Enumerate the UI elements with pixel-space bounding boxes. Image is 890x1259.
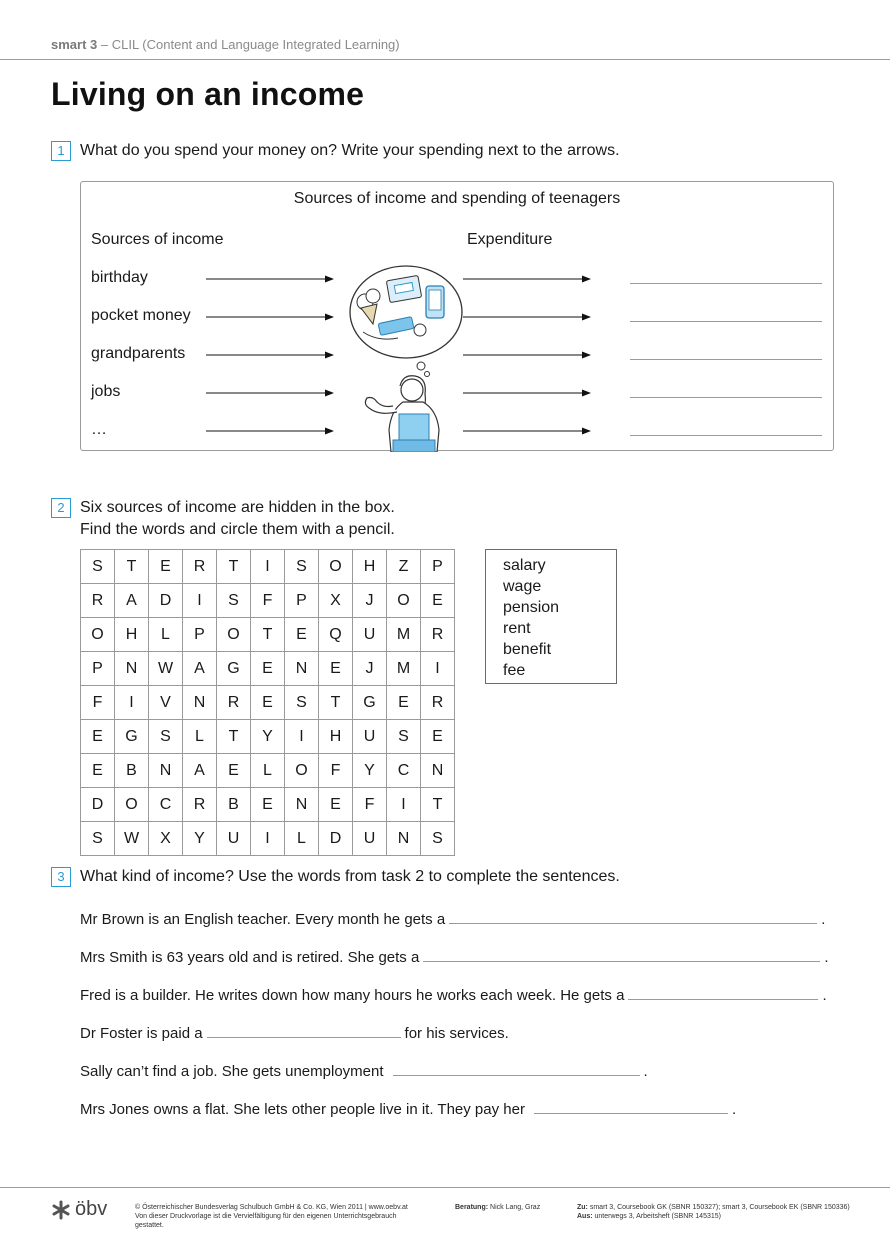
task-2-instruction <box>80 497 395 541</box>
aus-label: Aus: <box>577 1213 593 1220</box>
grid-row <box>81 720 455 754</box>
grid-cell[interactable]: W <box>115 822 149 856</box>
word-fee: fee <box>503 662 526 679</box>
grid-cell[interactable]: G <box>115 720 149 754</box>
grid-cell[interactable]: N <box>285 652 319 686</box>
grid-cell[interactable]: Q <box>319 618 353 652</box>
spending-answer-line[interactable] <box>630 435 822 436</box>
grid-cell[interactable]: T <box>319 686 353 720</box>
grid-cell[interactable]: I <box>251 822 285 856</box>
word-list-box <box>485 549 617 684</box>
grid-cell[interactable]: A <box>115 584 149 618</box>
grid-cell[interactable]: R <box>183 788 217 822</box>
grid-cell[interactable]: I <box>421 652 455 686</box>
aus-value: unterwegs 3, Arbeitsheft (SBNR 145315) <box>594 1213 721 1220</box>
publisher-logo <box>51 1198 107 1221</box>
sentence-period: . <box>643 1063 648 1080</box>
source-grandparents: grandparents <box>91 345 186 362</box>
source-jobs: jobs <box>91 383 121 400</box>
arrow-icon <box>206 274 334 284</box>
answer-line[interactable] <box>628 999 818 1000</box>
footer-divider <box>0 1187 890 1188</box>
sentence-1-text: Mr Brown is an English teacher. Every month he gets a <box>80 911 446 928</box>
grid-cell[interactable]: S <box>285 686 319 720</box>
task-2-number: 2 <box>51 498 71 518</box>
grid-cell[interactable]: G <box>353 686 387 720</box>
grid-cell[interactable]: Z <box>387 550 421 584</box>
sentence-2-text: Mrs Smith is 63 years old and is retired. She gets a <box>80 949 420 966</box>
word-wage: wage <box>503 578 542 595</box>
header-text <box>51 37 400 52</box>
sentence-2 <box>80 949 829 966</box>
grid-row <box>81 584 455 618</box>
grid-cell[interactable]: O <box>387 584 421 618</box>
book-name: smart 3 <box>51 37 98 52</box>
logo-text: öbv <box>75 1198 108 1220</box>
grid-cell[interactable]: F <box>251 584 285 618</box>
grid-cell[interactable]: T <box>115 550 149 584</box>
grid-cell[interactable]: D <box>81 788 115 822</box>
grid-cell[interactable]: T <box>251 618 285 652</box>
grid-cell[interactable]: E <box>251 686 285 720</box>
grid-cell[interactable]: P <box>81 652 115 686</box>
teenager-illustration <box>343 262 463 452</box>
grid-cell[interactable]: N <box>115 652 149 686</box>
grid-cell[interactable]: U <box>353 720 387 754</box>
arrow-icon <box>206 312 334 322</box>
answer-line[interactable] <box>393 1075 640 1076</box>
grid-row <box>81 754 455 788</box>
grid-cell[interactable]: B <box>217 788 251 822</box>
grid-row <box>81 686 455 720</box>
word-pension: pension <box>503 599 560 616</box>
arrow-icon <box>206 350 334 360</box>
star-icon <box>51 1200 71 1220</box>
grid-cell[interactable]: H <box>319 720 353 754</box>
grid-cell[interactable]: E <box>149 550 183 584</box>
spending-answer-line[interactable] <box>630 283 822 284</box>
grid-cell[interactable]: L <box>183 720 217 754</box>
grid-cell[interactable]: O <box>285 754 319 788</box>
grid-cell[interactable]: A <box>183 754 217 788</box>
grid-cell[interactable]: P <box>285 584 319 618</box>
grid-cell[interactable]: S <box>387 720 421 754</box>
grid-row <box>81 618 455 652</box>
grid-cell[interactable]: A <box>183 652 217 686</box>
grid-cell[interactable]: U <box>353 618 387 652</box>
grid-cell[interactable]: C <box>387 754 421 788</box>
grid-cell[interactable]: E <box>251 788 285 822</box>
grid-cell[interactable]: U <box>353 822 387 856</box>
sentence-5-text: Sally can’t find a job. She gets unemployment <box>80 1063 384 1080</box>
grid-cell[interactable]: M <box>387 618 421 652</box>
task-3-instruction: What kind of income? Use the words from task 2 to complete the sentences. <box>80 868 620 885</box>
grid-cell[interactable]: I <box>387 788 421 822</box>
source-birthday: birthday <box>91 269 148 286</box>
copyright-line-1: © Österreichischer Bundesverlag Schulbuch GmbH & Co. KG, Wien 2011 | www.oebv.at <box>135 1204 408 1211</box>
grid-row <box>81 788 455 822</box>
sentence-5 <box>80 1063 648 1080</box>
word-search-grid[interactable] <box>80 549 455 856</box>
arrow-icon <box>463 274 591 284</box>
grid-cell[interactable]: R <box>217 686 251 720</box>
grid-cell[interactable]: M <box>387 652 421 686</box>
task-3-number: 3 <box>51 867 71 887</box>
grid-row <box>81 652 455 686</box>
answer-line[interactable] <box>534 1113 728 1114</box>
answer-line[interactable] <box>423 961 820 962</box>
grid-cell[interactable]: T <box>217 720 251 754</box>
grid-cell[interactable]: S <box>149 720 183 754</box>
grid-cell[interactable]: P <box>183 618 217 652</box>
grid-cell[interactable]: R <box>421 686 455 720</box>
word-salary: salary <box>503 557 546 574</box>
answer-line[interactable] <box>207 1037 401 1038</box>
sentence-period: . <box>731 1101 737 1118</box>
grid-cell[interactable]: I <box>285 720 319 754</box>
grid-cell[interactable]: B <box>115 754 149 788</box>
copyright-note <box>135 1203 435 1230</box>
grid-cell[interactable]: R <box>81 584 115 618</box>
spending-answer-line[interactable] <box>630 359 822 360</box>
grid-cell[interactable]: S <box>285 550 319 584</box>
zu-value: smart 3, Coursebook GK (SBNR 150327); smart 3, Coursebook EK (SBNR 150336) <box>589 1204 850 1211</box>
grid-cell[interactable]: L <box>285 822 319 856</box>
grid-cell[interactable]: U <box>217 822 251 856</box>
grid-cell[interactable]: S <box>421 822 455 856</box>
grid-cell[interactable]: E <box>319 788 353 822</box>
grid-cell[interactable]: D <box>149 584 183 618</box>
spending-answer-line[interactable] <box>630 321 822 322</box>
grid-cell[interactable]: E <box>421 584 455 618</box>
grid-row <box>81 550 455 584</box>
zu-label: Zu: <box>577 1204 588 1211</box>
grid-cell[interactable]: C <box>149 788 183 822</box>
grid-cell[interactable]: O <box>81 618 115 652</box>
grid-cell[interactable]: E <box>217 754 251 788</box>
source-more: … <box>91 421 107 438</box>
grid-cell[interactable]: X <box>149 822 183 856</box>
spending-answer-line[interactable] <box>630 397 822 398</box>
grid-cell[interactable]: X <box>319 584 353 618</box>
grid-cell[interactable]: N <box>387 822 421 856</box>
source-pocket-money: pocket money <box>91 307 191 324</box>
grid-cell[interactable]: Y <box>353 754 387 788</box>
grid-cell[interactable]: S <box>81 550 115 584</box>
grid-cell[interactable]: S <box>81 822 115 856</box>
expenditure-heading: Expenditure <box>467 231 553 248</box>
arrow-icon <box>463 388 591 398</box>
grid-cell[interactable]: N <box>183 686 217 720</box>
beratung-note <box>455 1203 540 1212</box>
sentence-period: . <box>822 987 827 1004</box>
sentence-3 <box>80 987 827 1004</box>
grid-cell[interactable]: O <box>115 788 149 822</box>
grid-cell[interactable]: I <box>115 686 149 720</box>
task-2-line-1: Six sources of income are hidden in the box. <box>80 499 395 516</box>
grid-cell[interactable]: T <box>217 550 251 584</box>
page-title: Living on an income <box>51 76 365 112</box>
sentence-period: . <box>824 949 829 966</box>
sentence-period: . <box>821 911 826 928</box>
grid-cell[interactable]: D <box>319 822 353 856</box>
grid-row <box>81 822 455 856</box>
grid-cell[interactable]: W <box>149 652 183 686</box>
arrow-icon <box>206 426 334 436</box>
grid-cell[interactable]: N <box>149 754 183 788</box>
grid-cell[interactable]: N <box>421 754 455 788</box>
sentence-6-text: Mrs Jones owns a flat. She lets other people live in it. They pay her <box>80 1101 525 1118</box>
beratung-value: Nick Lang, Graz <box>490 1204 541 1211</box>
sentence-1 <box>80 911 825 928</box>
grid-cell[interactable]: V <box>149 686 183 720</box>
grid-cell[interactable]: I <box>251 550 285 584</box>
arrow-icon <box>206 388 334 398</box>
grid-cell[interactable]: E <box>285 618 319 652</box>
grid-cell[interactable]: I <box>183 584 217 618</box>
copyright-line-2: Von dieser Druckvorlage ist die Vervielfältigung für den eigenen Unterrichtsgebrauch <box>135 1213 397 1220</box>
grid-cell[interactable]: Y <box>183 822 217 856</box>
grid-cell[interactable]: H <box>115 618 149 652</box>
task-1-instruction: What do you spend your money on? Write your spending next to the arrows. <box>80 142 620 159</box>
sentence-4-text-a: Dr Foster is paid a <box>80 1025 203 1042</box>
income-spending-box <box>80 181 834 451</box>
grid-cell[interactable]: Y <box>251 720 285 754</box>
sentence-4-text-b: for his services. <box>404 1025 509 1042</box>
grid-cell[interactable]: E <box>251 652 285 686</box>
arrow-icon <box>463 350 591 360</box>
grid-cell[interactable]: T <box>421 788 455 822</box>
grid-cell[interactable]: L <box>149 618 183 652</box>
grid-cell[interactable]: E <box>421 720 455 754</box>
grid-cell[interactable]: J <box>353 584 387 618</box>
grid-cell[interactable]: G <box>217 652 251 686</box>
grid-cell[interactable]: F <box>353 788 387 822</box>
sentence-3-text: Fred is a builder. He writes down how many hours he works each week. He gets a <box>80 987 625 1004</box>
grid-cell[interactable]: R <box>183 550 217 584</box>
sentence-4 <box>80 1025 509 1042</box>
grid-cell[interactable]: F <box>81 686 115 720</box>
grid-cell[interactable]: O <box>217 618 251 652</box>
grid-cell[interactable]: J <box>353 652 387 686</box>
grid-cell[interactable]: H <box>353 550 387 584</box>
answer-line[interactable] <box>449 923 817 924</box>
grid-cell[interactable]: S <box>217 584 251 618</box>
box-title: Sources of income and spending of teenagers <box>293 190 621 207</box>
sentence-6 <box>80 1101 736 1118</box>
word-benefit: benefit <box>503 641 552 658</box>
grid-cell[interactable]: P <box>421 550 455 584</box>
grid-cell[interactable]: N <box>285 788 319 822</box>
grid-cell[interactable]: E <box>81 720 115 754</box>
grid-cell[interactable]: F <box>319 754 353 788</box>
reference-note <box>577 1203 850 1221</box>
grid-cell[interactable]: L <box>251 754 285 788</box>
task-1-number: 1 <box>51 141 71 161</box>
copyright-line-3: gestattet. <box>135 1222 164 1229</box>
arrow-icon <box>463 426 591 436</box>
header-subtitle: – CLIL (Content and Language Integrated Learning) <box>100 37 400 52</box>
word-rent: rent <box>503 620 531 637</box>
grid-cell[interactable]: E <box>387 686 421 720</box>
task-2-line-2: Find the words and circle them with a pencil. <box>80 521 395 538</box>
sources-heading: Sources of income <box>91 231 224 248</box>
grid-cell[interactable]: E <box>319 652 353 686</box>
grid-cell[interactable]: E <box>81 754 115 788</box>
beratung-label: Beratung: <box>455 1204 489 1211</box>
arrow-icon <box>463 312 591 322</box>
grid-cell[interactable]: R <box>421 618 455 652</box>
grid-cell[interactable]: O <box>319 550 353 584</box>
page-header <box>0 0 890 60</box>
